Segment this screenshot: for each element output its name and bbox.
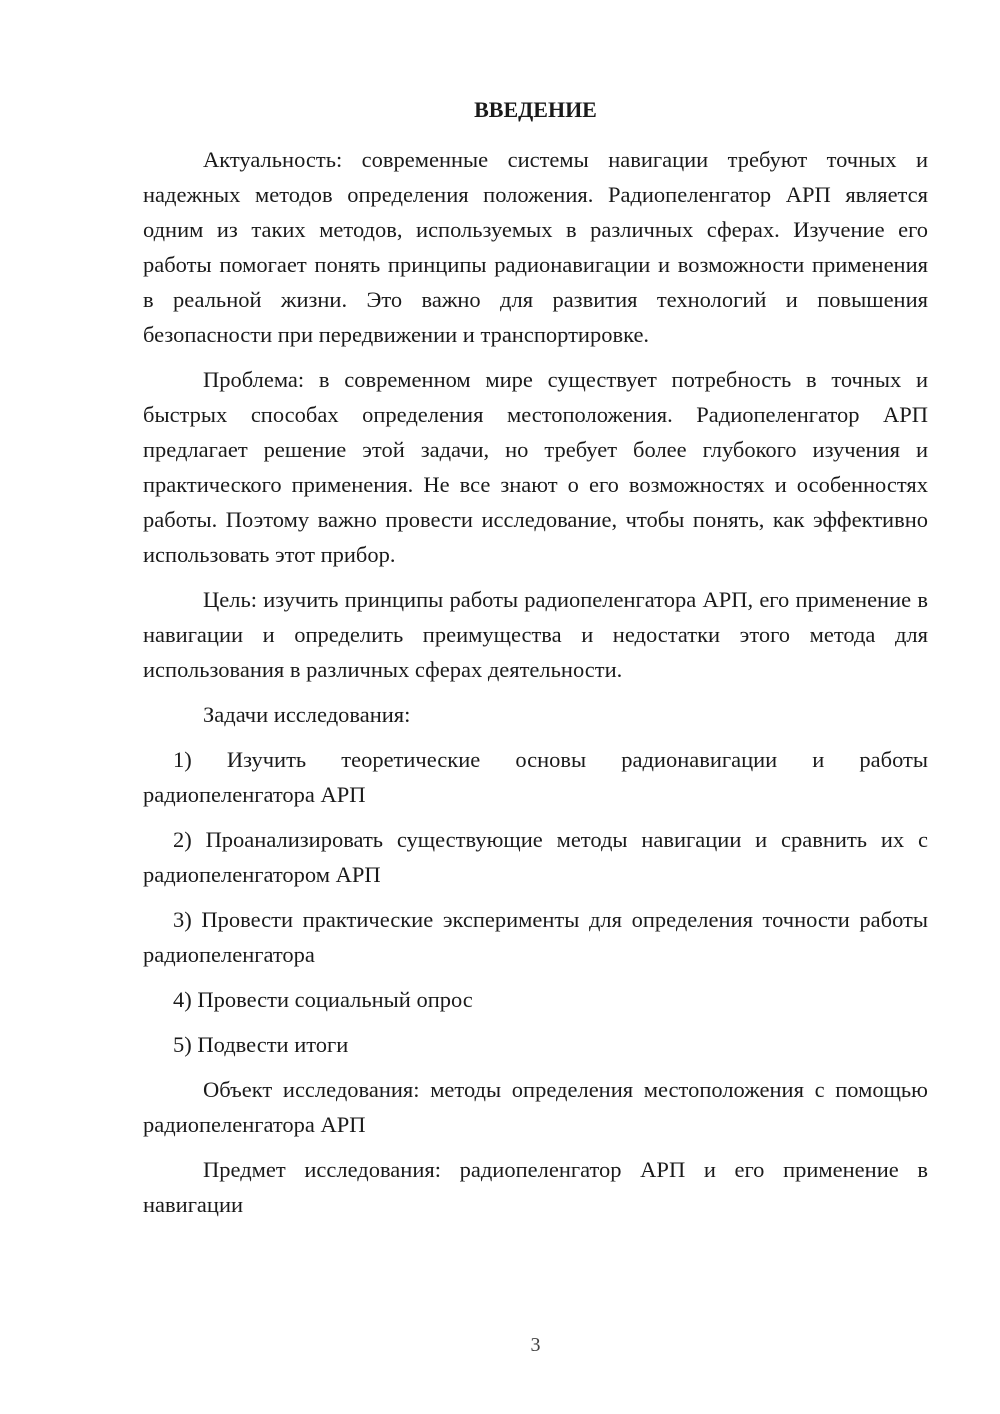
paragraph-relevance: Актуальность: современные системы навигации требуют точных и надежных методов определения положения. Радиопеленгатор АРП является одним из таких методов, используемых в различных сферах. Изучение его работы помогает понять принципы радионавигации и возможности применения в реальной жизни. Это важно для развития технологий и повышения безопасности при передвижении и транспортировке. (143, 147, 928, 347)
task-item-2: 2) Проанализировать существующие методы навигации и сравнить их с радиопеленгатором АРП (143, 827, 928, 887)
task-item-4: 4) Провести социальный опрос (173, 987, 473, 1012)
document-body (143, 142, 928, 1232)
paragraph-problem: Проблема: в современном мире существует потребность в точных и быстрых способах определения местоположения. Радиопеленгатор АРП предлагает решение этой задачи, но требует более глубокого изучения и практического применения. Не все знают о его возможностях и особенностях работы. Поэтому важно провести исследование, чтобы понять, как эффективно использовать этот прибор. (143, 367, 928, 567)
paragraph-goal: Цель: изучить принципы работы радиопеленгатора АРП, его применение в навигации и определить преимущества и недостатки этого метода для использования в различных сферах деятельности. (143, 587, 928, 682)
task-item-5: 5) Подвести итоги (173, 1032, 349, 1057)
paragraph-object: Объект исследования: методы определения местоположения с помощью радиопеленгатора АРП (143, 1077, 928, 1137)
paragraph-tasks-heading: Задачи исследования: (203, 702, 411, 727)
page-number: 3 (530, 1334, 541, 1356)
task-item-1: 1) Изучить теоретические основы радионавигации и работы радиопеленгатора АРП (143, 747, 928, 807)
task-item-3: 3) Провести практические эксперименты для определения точности работы радиопеленгатора (143, 907, 928, 967)
page-title: ВВЕДЕНИЕ (474, 97, 597, 122)
paragraph-subject: Предмет исследования: радиопеленгатор АРП и его применение в навигации (143, 1157, 928, 1217)
